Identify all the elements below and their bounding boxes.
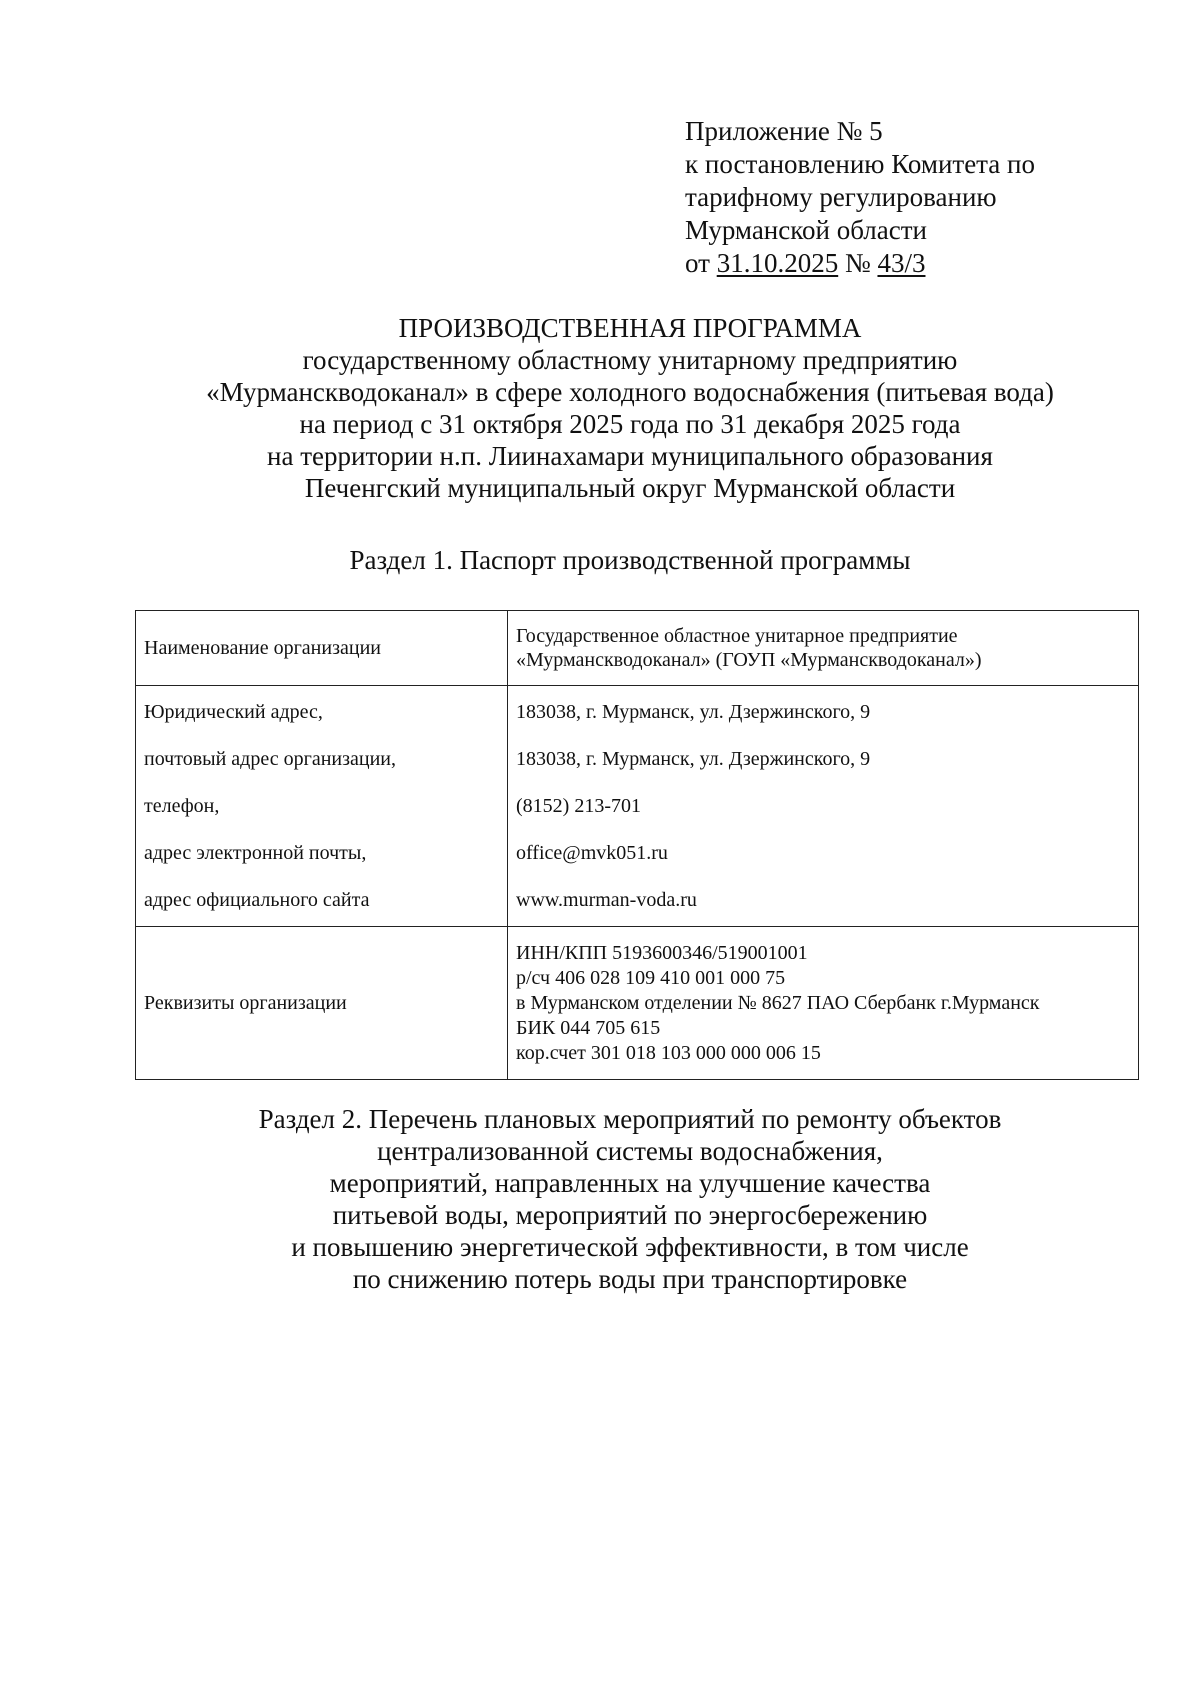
requisites-label: Реквизиты организации [136,927,508,1080]
website-value: www.murman-voda.ru [516,889,697,911]
program-title-line: государственному областному унитарному предприятию [302,345,958,375]
section2-heading-line: Раздел 2. Перечень плановых мероприятий по ремонту объектов [258,1104,1002,1134]
contacts-labels [136,686,508,927]
bank-name: в Мурманском отделении № 8627 ПАО Сбербанк г.Мурманск [516,991,1040,1014]
date-prefix: от [685,248,717,278]
website-label: адрес официального сайта [144,889,370,911]
program-title-line: на период с 31 октября 2025 года по 31 декабря 2025 года [299,409,961,439]
appendix-resolution-ref: к постановлению Комитета по [685,149,1035,179]
program-title-line: Печенгский муниципальный округ Мурманской области [304,473,956,503]
section2-heading-line: питьевой воды, мероприятий по энергосбережению [332,1200,928,1230]
org-name-value [508,611,1139,686]
postal-address-label: почтовый адрес организации, [144,748,396,770]
legal-address-value: 183038, г. Мурманск, ул. Дзержинского, 9 [516,701,871,723]
postal-address-value: 183038, г. Мурманск, ул. Дзержинского, 9 [516,748,871,770]
email-value: office@mvk051.ru [516,842,668,864]
settlement-account: р/сч 406 028 109 410 001 000 75 [516,966,786,989]
resolution-date: 31.10.2025 [716,248,839,278]
bik: БИК 044 705 615 [516,1016,661,1039]
appendix-date-number [685,247,1035,280]
program-title-heading: ПРОИЗВОДСТВЕННАЯ ПРОГРАММА [398,313,862,343]
contacts-values [508,686,1139,927]
table-row [136,927,1139,1080]
section2-heading-line: по снижению потерь воды при транспортировке [352,1264,908,1294]
program-title [100,312,1160,504]
appendix-number: Приложение № 5 [685,116,883,146]
appendix-committee: тарифному регулированию [685,182,997,212]
table-row [136,686,1139,927]
section1-heading: Раздел 1. Паспорт производственной программы [349,545,911,575]
legal-address-label: Юридический адрес, [144,701,323,723]
section2-heading-line: мероприятий, направленных на улучшение качества [329,1168,931,1198]
email-label: адрес электронной почты, [144,842,367,864]
inn-kpp: ИНН/КПП 5193600346/519001001 [516,941,808,964]
org-name-label: Наименование организации [136,611,508,686]
section2-heading-line: и повышению энергетической эффективности, в том числе [291,1232,969,1262]
resolution-number: 43/3 [877,248,926,278]
appendix-region: Мурманской области [685,215,927,245]
section2-heading-line: централизованной системы водоснабжения, [377,1136,883,1166]
correspondent-account: кор.счет 301 018 103 000 000 006 15 [516,1041,821,1064]
phone-value: (8152) 213-701 [516,795,641,817]
org-name-line: Государственное областное унитарное предприятие [516,625,958,647]
passport-table [135,610,1139,1080]
program-title-line: на территории н.п. Лиинахамари муниципального образования [267,441,993,471]
phone-label: телефон, [144,795,220,817]
section2-heading [100,1103,1160,1295]
program-title-line: «Мурманскводоканал» в сфере холодного водоснабжения (питьевая вода) [206,377,1054,407]
requisites-value [508,927,1139,1080]
table-row [136,611,1139,686]
appendix-block [685,115,1035,280]
org-name-line: «Мурманскводоканал» (ГОУП «Мурманскводоканал») [516,649,982,671]
number-prefix: № [838,248,878,278]
